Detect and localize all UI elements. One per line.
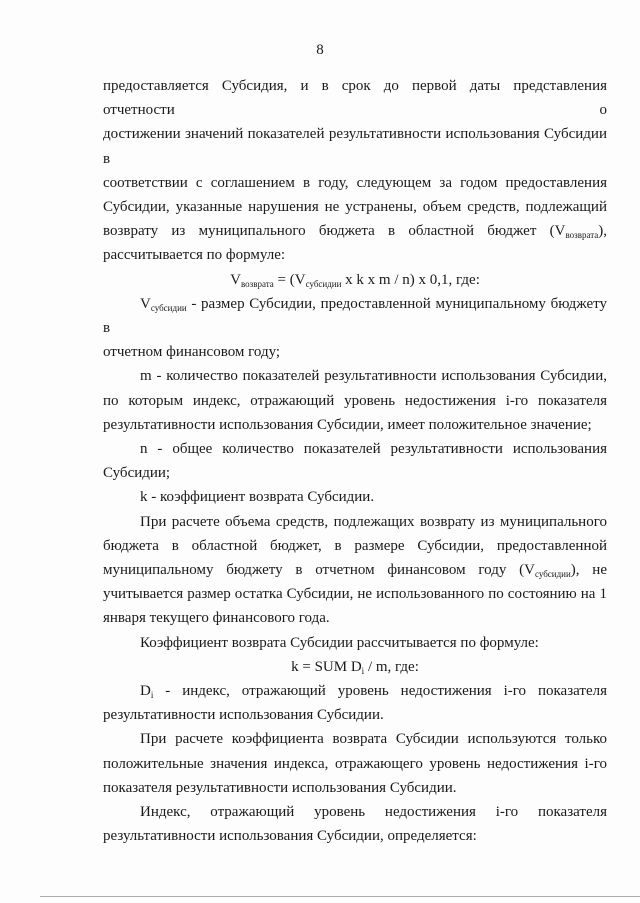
text-line: При расчете объема средств, подлежащих возврату из муниципального	[140, 513, 607, 530]
text-line: $V_{субсидии}$ - размер Субсидии, предоставленной муниципальному бюджету в	[103, 295, 607, 337]
paragraph-index	[103, 800, 607, 848]
definition-m	[103, 364, 607, 437]
text-line: достижении значений показателей результативности использования Субсидии в	[103, 126, 607, 167]
text-line: результативности использования Субсидии, имеет положительное значение;	[103, 416, 592, 433]
paragraph-positive-values	[103, 727, 607, 800]
text-line: Субсидии, указанные нарушения не устранены, объем средств, подлежащий	[103, 199, 607, 216]
text-line: соответствии с соглашением в году, следующем за годом предоставления	[103, 174, 607, 191]
definition-di	[103, 679, 607, 727]
text-line: $D_i$ - индекс, отражающий уровень недостижения i-го показателя	[140, 683, 607, 701]
definition-k: k - коэффициент возврата Субсидии.	[140, 489, 375, 506]
definition-n	[103, 437, 607, 485]
text-line: положительные значения индекса, отражающего уровень недостижения i-го	[103, 755, 607, 772]
text-line: Индекс, отражающий уровень недостижения i-го показателя	[140, 804, 607, 821]
text-line: При расчете коэффициента возврата Субсидии используются только	[140, 731, 607, 748]
text-line: муниципальному бюджету в отчетном финансовом году $(V_{субсидии})$, не	[103, 562, 607, 580]
paragraph-calculation	[103, 510, 607, 631]
text-line: учитывается размер остатка Субсидии, не использованного по состоянию на 1	[103, 586, 607, 603]
formula-coefficient: k = SUM $D_i$ / m, где:	[291, 658, 419, 676]
text-line: n - общее количество показателей результативности использования	[140, 441, 607, 458]
text-line: показателя результативности использования Субсидии.	[103, 779, 457, 796]
document-body	[103, 74, 607, 849]
text-line: предоставляется Субсидия, и в срок до первой даты представления отчетности о	[103, 78, 607, 119]
text-line: января текущего финансового года.	[103, 610, 330, 627]
text-line: отчетном финансовом году;	[103, 344, 281, 361]
text-line: результативности использования Субсидии.	[103, 707, 384, 724]
text-line: m - количество показателей результативности использования Субсидии,	[140, 368, 607, 385]
text-line: результативности использования Субсидии, определяется:	[103, 828, 477, 845]
text-line: возврату из муниципального бюджета в областной бюджет $(V_{возврата})$,	[103, 223, 607, 241]
page-bottom-edge	[40, 896, 640, 897]
paragraph-continuation	[103, 74, 607, 268]
definition-v-subsidy	[103, 292, 607, 365]
text-line: бюджета в областной бюджет, в размере Субсидии, предоставленной	[103, 537, 607, 554]
paragraph-coefficient: Коэффициент возврата Субсидии рассчитывается по формуле:	[140, 634, 539, 651]
text-line: Субсидии;	[103, 465, 171, 482]
formula-return-volume: $V_{возврата} = (V_{субсидии}$ x k x m / n) x 0,1, где:	[230, 271, 480, 289]
text-line: рассчитывается по формуле:	[103, 247, 286, 264]
page-number: 8	[316, 42, 324, 58]
text-line: по которым индекс, отражающий уровень недостижения i-го показателя	[103, 392, 607, 409]
